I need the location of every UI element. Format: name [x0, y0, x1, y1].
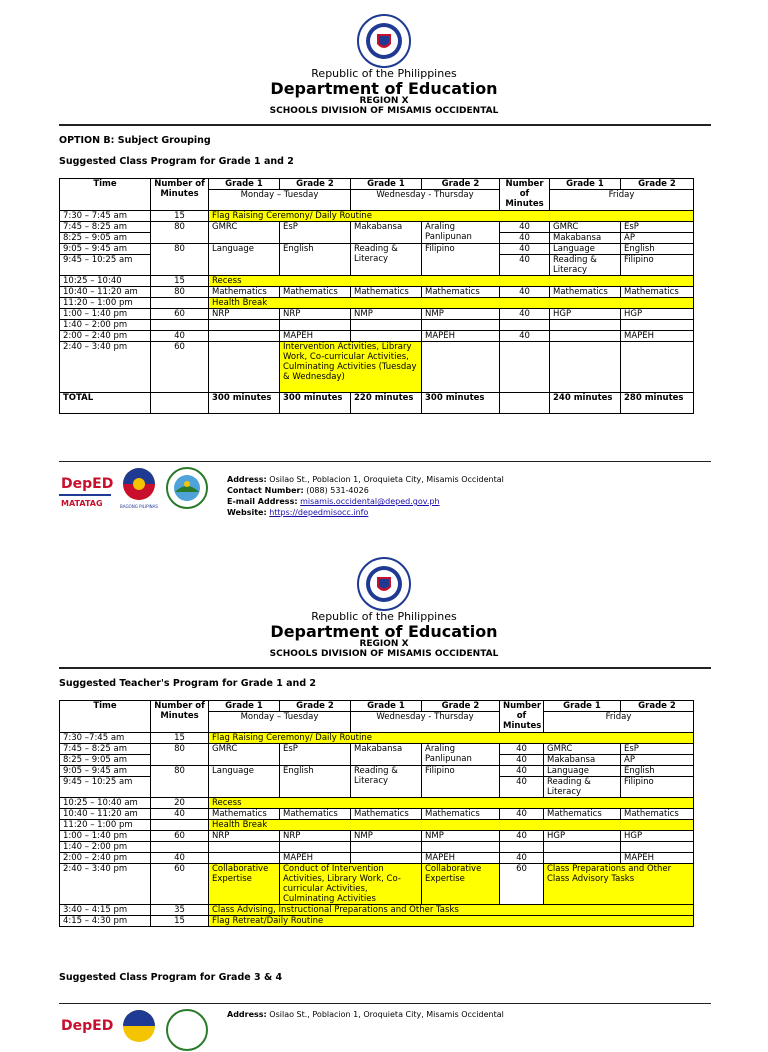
minutes-cell: 80 [151, 744, 209, 766]
division-seal-icon [165, 1008, 209, 1052]
activity-cell: Class Preparations and Other Class Advisory Tasks [544, 864, 694, 905]
subject-cell: NRP [280, 309, 351, 320]
subject-cell: MAPEH [422, 853, 500, 864]
subject-cell: HGP [621, 831, 694, 842]
department-title: Department of Education [270, 622, 498, 641]
subject-cell: Mathematics [351, 809, 422, 820]
table-row [60, 744, 694, 755]
subject-cell: GMRC [209, 744, 280, 766]
time-cell: 9:05 – 9:45 am [60, 766, 151, 777]
col-g2: Grade 2 [621, 701, 694, 712]
address-value: Osilao St., Poblacion 1, Oroquieta City, Misamis Occidental [269, 1010, 504, 1019]
activity-cell: Collaborative Expertise [422, 864, 500, 905]
col-g1: Grade 1 [544, 701, 621, 712]
time-cell: 10:40 – 11:20 am [60, 287, 151, 298]
minutes-cell: 40 [151, 853, 209, 864]
contact-block [227, 1009, 504, 1020]
address-label: Address: [227, 475, 267, 484]
days-fri: Friday [544, 712, 694, 733]
subject-cell: GMRC [544, 744, 621, 755]
subject-cell: EsP [621, 744, 694, 755]
table-row [60, 733, 694, 744]
table-row [60, 831, 694, 842]
minutes-cell: 80 [151, 244, 209, 276]
time-cell: 7:45 – 8:25 am [60, 744, 151, 755]
subject-cell: AP [621, 233, 694, 244]
col-g1: Grade 1 [550, 179, 621, 190]
svg-text:DepED: DepED [61, 476, 114, 492]
minutes-cell: 40 [500, 831, 544, 842]
subject-cell: EsP [621, 222, 694, 233]
subject-cell: Reading & Literacy [351, 244, 422, 276]
activity-cell: Class Advising, Instructional Preparations and Other Tasks [209, 905, 694, 916]
col-g2: Grade 2 [280, 179, 351, 190]
col-g2: Grade 2 [422, 701, 500, 712]
time-cell: 1:40 – 2:00 pm [60, 842, 151, 853]
republic-text: Republic of the Philippines [311, 610, 457, 623]
subject-cell: Mathematics [209, 809, 280, 820]
deped-seal-icon [357, 557, 411, 611]
subject-cell: Mathematics [621, 809, 694, 820]
time-cell: 7:30 –7:45 am [60, 733, 151, 744]
table-row [60, 842, 694, 853]
activity-cell: Health Break [209, 298, 694, 309]
contact-value: (088) 531-4026 [306, 486, 369, 495]
col-g2: Grade 2 [422, 179, 500, 190]
subject-cell: Makabansa [351, 744, 422, 766]
footer-rule [59, 1003, 711, 1004]
subject-cell: Mathematics [351, 287, 422, 298]
activity-cell: Conduct of Intervention Activities, Library Work, Co-curricular Activities, Culminating Activities [280, 864, 422, 905]
minutes-cell: 40 [500, 233, 550, 244]
col-g1: Grade 1 [351, 701, 422, 712]
subject-cell: Filipino [621, 255, 694, 276]
table-header-row [60, 701, 694, 712]
option-label: OPTION B: Subject Grouping [59, 135, 211, 146]
website-label: Website: [227, 508, 267, 517]
minutes-cell: 80 [151, 287, 209, 298]
subject-cell: GMRC [550, 222, 621, 233]
subject-cell: Mathematics [280, 287, 351, 298]
total-label: TOTAL [60, 393, 151, 414]
table-row [60, 809, 694, 820]
subject-cell: Mathematics [209, 287, 280, 298]
time-cell: 7:45 – 8:25 am [60, 222, 151, 233]
address-label: Address: [227, 1010, 267, 1019]
subject-cell: HGP [550, 309, 621, 320]
col-g1: Grade 1 [209, 701, 280, 712]
minutes-cell: 40 [500, 755, 544, 766]
minutes-cell: 15 [151, 916, 209, 927]
time-cell: 10:25 – 10:40 am [60, 798, 151, 809]
minutes-cell: 80 [151, 766, 209, 798]
minutes-cell: 40 [500, 222, 550, 233]
total-cell: 300 minutes [209, 393, 280, 414]
subject-cell: Language [544, 766, 621, 777]
subject-cell: Filipino [422, 766, 500, 798]
minutes-cell: 40 [500, 766, 544, 777]
col-g2: Grade 2 [621, 179, 694, 190]
col-minutes: Number of Minutes [500, 179, 550, 211]
region-text: REGION X [359, 639, 409, 649]
subject-cell: Makabansa [544, 755, 621, 766]
time-cell: 3:40 – 4:15 pm [60, 905, 151, 916]
subject-cell: Mathematics [544, 809, 621, 820]
subject-cell: NMP [422, 831, 500, 842]
minutes-cell: 40 [151, 331, 209, 342]
subject-cell: Mathematics [422, 809, 500, 820]
minutes-cell: 40 [500, 244, 550, 255]
minutes-cell: 40 [500, 331, 550, 342]
subject-cell: Language [209, 244, 280, 276]
contact-label: Contact Number: [227, 486, 304, 495]
minutes-cell: 60 [151, 864, 209, 905]
teacher-program-table [59, 700, 694, 927]
svg-text:DepED: DepED [61, 1018, 114, 1034]
col-time: Time [60, 701, 151, 733]
time-cell: 10:25 – 10:40 [60, 276, 151, 287]
col-minutes: Number of Minutes [151, 179, 209, 211]
subject-cell: NMP [351, 831, 422, 842]
department-title: Department of Education [270, 79, 498, 98]
col-minutes: Number of Minutes [500, 701, 544, 733]
total-cell: 220 minutes [351, 393, 422, 414]
section-title: Suggested Teacher's Program for Grade 1 and 2 [59, 678, 317, 689]
table-row [60, 766, 694, 777]
days-fri: Friday [550, 190, 694, 211]
minutes-cell: 60 [151, 309, 209, 320]
days-mon-tue: Monday – Tuesday [209, 712, 351, 733]
table-row [60, 905, 694, 916]
subject-cell: MAPEH [280, 331, 351, 342]
minutes-cell: 40 [500, 777, 544, 798]
minutes-cell: 40 [500, 309, 550, 320]
total-cell: 300 minutes [422, 393, 500, 414]
days-wed-thu: Wednesday - Thursday [351, 190, 500, 211]
subject-cell: English [621, 244, 694, 255]
total-cell: 280 minutes [621, 393, 694, 414]
minutes-cell: 40 [500, 809, 544, 820]
website-link[interactable]: https://depedmisocc.info [269, 508, 369, 517]
subject-cell: MAPEH [621, 331, 694, 342]
minutes-cell: 60 [151, 342, 209, 393]
subject-cell: NRP [209, 831, 280, 842]
subject-cell: AP [621, 755, 694, 766]
minutes-cell: 40 [500, 255, 550, 276]
minutes-cell: 60 [151, 831, 209, 842]
email-link[interactable]: misamis.occidental@deped.gov.ph [300, 497, 440, 506]
minutes-cell: 40 [500, 744, 544, 755]
subject-cell: Mathematics [422, 287, 500, 298]
table-row [60, 820, 694, 831]
section-title: Suggested Class Program for Grade 1 and 2 [59, 156, 294, 167]
activity-cell: Intervention Activities, Library Work, Co-curricular Activities, Culminating Activities (Tuesday & Wednesday) [280, 342, 422, 393]
col-time: Time [60, 179, 151, 211]
header-rule [59, 667, 711, 669]
days-mon-tue: Monday – Tuesday [209, 190, 351, 211]
time-cell: 1:00 – 1:40 pm [60, 831, 151, 842]
subject-cell: HGP [621, 309, 694, 320]
time-cell: 2:40 – 3:40 pm [60, 864, 151, 905]
subject-cell: Filipino [422, 244, 500, 276]
minutes-cell: 15 [151, 211, 209, 222]
time-cell: 9:05 – 9:45 am [60, 244, 151, 255]
table-row [60, 853, 694, 864]
subject-cell: EsP [280, 222, 351, 244]
minutes-cell: 40 [500, 287, 550, 298]
total-cell: 240 minutes [550, 393, 621, 414]
subject-cell: NRP [280, 831, 351, 842]
days-wed-thu: Wednesday - Thursday [351, 712, 500, 733]
subject-cell: Mathematics [280, 809, 351, 820]
minutes-cell: 15 [151, 733, 209, 744]
subject-cell: English [280, 244, 351, 276]
activity-cell: Collaborative Expertise [209, 864, 280, 905]
activity-cell: Health Break [209, 820, 694, 831]
time-cell: 9:45 – 10:25 am [60, 255, 151, 276]
address-value: Osilao St., Poblacion 1, Oroquieta City, Misamis Occidental [269, 475, 504, 484]
col-g1: Grade 1 [351, 179, 422, 190]
footer [59, 1006, 711, 1034]
subject-cell: MAPEH [621, 853, 694, 864]
minutes-cell [151, 820, 209, 831]
minutes-cell: 35 [151, 905, 209, 916]
time-cell: 4:15 – 4:30 pm [60, 916, 151, 927]
subject-cell: MAPEH [280, 853, 351, 864]
subject-cell: EsP [280, 744, 351, 766]
subject-cell: English [280, 766, 351, 798]
subject-cell: Makabansa [550, 233, 621, 244]
deped-matatag-logo-icon [59, 1008, 114, 1052]
activity-cell: Flag Raising Ceremony/ Daily Routine [209, 211, 694, 222]
subject-cell: Reading & Literacy [550, 255, 621, 276]
time-cell: 1:40 – 2:00 pm [60, 320, 151, 331]
time-cell: 11:20 – 1:00 pm [60, 820, 151, 831]
subject-cell: Language [550, 244, 621, 255]
time-cell: 10:40 – 11:20 am [60, 809, 151, 820]
time-cell: 7:30 – 7:45 am [60, 211, 151, 222]
email-label: E-mail Address: [227, 497, 298, 506]
svg-text:BAGONG PILIPINAS: BAGONG PILIPINAS [120, 504, 158, 509]
time-cell: 2:40 – 3:40 pm [60, 342, 151, 393]
subject-cell: Mathematics [550, 287, 621, 298]
col-g2: Grade 2 [280, 701, 351, 712]
subject-cell: Language [209, 766, 280, 798]
section-title: Suggested Class Program for Grade 3 & 4 [59, 972, 283, 983]
republic-text: Republic of the Philippines [311, 67, 457, 80]
time-cell: 9:45 – 10:25 am [60, 777, 151, 798]
subject-cell: Mathematics [621, 287, 694, 298]
activity-cell: Recess [209, 798, 694, 809]
division-text: SCHOOLS DIVISION OF MISAMIS OCCIDENTAL [269, 106, 499, 116]
table-row [60, 798, 694, 809]
time-cell: 11:20 – 1:00 pm [60, 298, 151, 309]
col-g1: Grade 1 [209, 179, 280, 190]
minutes-cell: 80 [151, 222, 209, 244]
col-minutes: Number of Minutes [151, 701, 209, 733]
subject-cell: GMRC [209, 222, 280, 244]
subject-cell: NMP [422, 309, 500, 320]
subject-cell: MAPEH [422, 331, 500, 342]
time-cell: 2:00 – 2:40 pm [60, 331, 151, 342]
subject-cell: NMP [351, 309, 422, 320]
time-cell: 8:25 – 9:05 am [60, 233, 151, 244]
region-text: REGION X [359, 96, 409, 106]
subject-cell: Filipino [621, 777, 694, 798]
minutes-cell: 60 [500, 864, 544, 905]
activity-cell: Flag Retreat/Daily Routine [209, 916, 694, 927]
minutes-cell: 15 [151, 276, 209, 287]
subject-cell: Araling Panlipunan [422, 744, 500, 766]
total-cell: 300 minutes [280, 393, 351, 414]
subject-cell: English [621, 766, 694, 777]
subject-cell: Reading & Literacy [351, 766, 422, 798]
minutes-cell: 20 [151, 798, 209, 809]
time-cell: 1:00 – 1:40 pm [60, 309, 151, 320]
subject-cell: Araling Panlipunan [422, 222, 500, 244]
subject-cell: NRP [209, 309, 280, 320]
subject-cell: Reading & Literacy [544, 777, 621, 798]
table-row [60, 864, 694, 905]
time-cell: 2:00 – 2:40 pm [60, 853, 151, 864]
table-row [60, 916, 694, 927]
svg-text:MATATAG: MATATAG [61, 499, 103, 508]
minutes-cell: 40 [500, 853, 544, 864]
subject-cell: HGP [544, 831, 621, 842]
subject-cell: Makabansa [351, 222, 422, 244]
time-cell: 8:25 – 9:05 am [60, 755, 151, 766]
activity-cell: Recess [209, 276, 694, 287]
activity-cell: Flag Raising Ceremony/ Daily Routine [209, 733, 694, 744]
bagong-pilipinas-logo-icon [117, 1008, 161, 1052]
division-text: SCHOOLS DIVISION OF MISAMIS OCCIDENTAL [269, 649, 499, 659]
minutes-cell: 40 [151, 809, 209, 820]
